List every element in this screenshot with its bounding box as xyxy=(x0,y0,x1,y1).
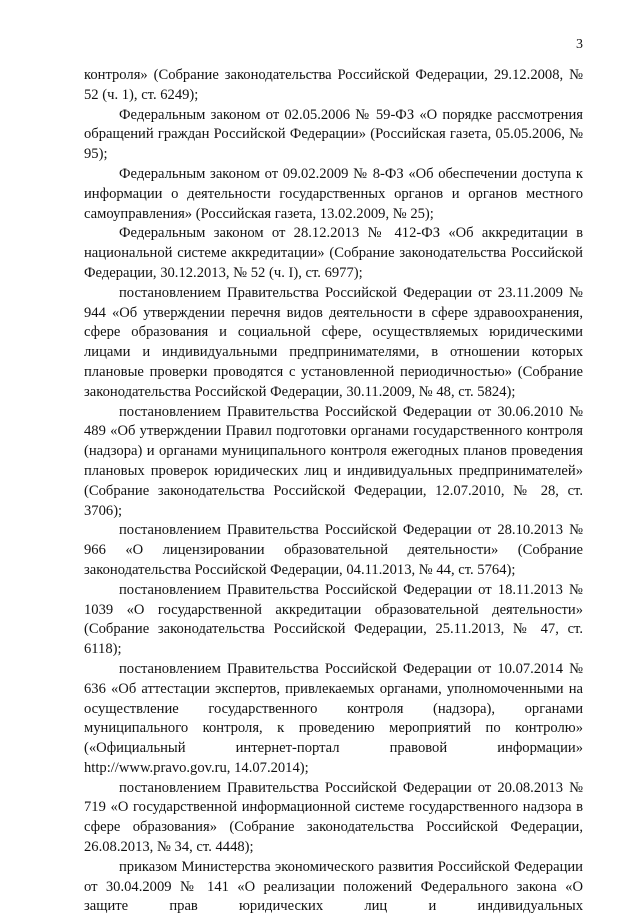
paragraph: Федеральным законом от 28.12.2013 № 412-ФЗ «Об аккредитации в национальной системе аккредитации» (Собрание законодательства Российской Федерации, 30.12.2013, № 52 (ч. I), ст. 6977); xyxy=(84,225,583,281)
page-number: 3 xyxy=(576,37,583,52)
paragraph: постановлением Правительства Российской Федерации от 30.06.2010 № 489 «Об утверждении Правил подготовки органами государственного контроля (надзора) и органами муниципального контроля ежегодных планов проведения плановых проверок юридических лиц и индивидуальных предпринимателей» (Собрание законодательства Российской Федерации, 12.07.2010, № 28, ст. 3706); xyxy=(84,403,583,519)
paragraph: постановлением Правительства Российской Федерации от 28.10.2013 № 966 «О лицензировании образовательной деятельности» (Собрание законодательства Российской Федерации, 04.11.2013, № 44, ст. 5764); xyxy=(84,522,583,578)
paragraph-truncated: приказом Министерства экономического развития Российской Федерации от 30.04.2009 № 141 «О реализации положений Федерального закона «О защите прав юридических лиц и индивидуальных xyxy=(84,858,583,915)
paragraph: Федеральным законом от 02.05.2006 № 59-ФЗ «О порядке рассмотрения обращений граждан Российской Федерации» (Российская газета, 05.05.2006, № 95); xyxy=(84,106,583,163)
paragraph: Федеральным законом от 09.02.2009 № 8-ФЗ «Об обеспечении доступа к информации о деятельности государственных органов и органов местного самоуправления» (Российская газета, 13.02.2009, № 25); xyxy=(84,165,583,222)
paragraph: постановлением Правительства Российской Федерации от 20.08.2013 № 719 «О государственной информационной системе государственного надзора в сфере образования» (Собрание законодательства Российской Федерации, 26.08.2013, № 34, ст. 4448); xyxy=(84,779,583,856)
paragraph: постановлением Правительства Российской Федерации от 10.07.2014 № 636 «Об аттестации экспертов, привлекаемых органами, уполномоченными на осуществление государственного контроля (надзора), органами муниципального контроля, к проведению мероприятий по контролю» («Официальный интернет-портал правовой информации» http://www.pravo.gov.ru, 14.07.2014); xyxy=(84,660,583,776)
paragraph: постановлением Правительства Российской Федерации от 23.11.2009 № 944 «Об утверждении перечня видов деятельности в сфере здравоохранения, сфере образования и социальной сфере, осуществляемых юридическими лицами и индивидуальными предпринимателями, в отношении которых плановые проверки проводятся с установленной периодичностью» (Собрание законодательства Российской Федерации, 30.11.2009, № 48, ст. 5824); xyxy=(84,284,583,400)
document-body xyxy=(84,66,583,917)
paragraph: постановлением Правительства Российской Федерации от 18.11.2013 № 1039 «О государственной аккредитации образовательной деятельности» (Собрание законодательства Российской Федерации, 25.11.2013, № 47, ст. 6118); xyxy=(84,581,583,658)
paragraph-continued: контроля» (Собрание законодательства Российской Федерации, 29.12.2008, № 52 (ч. 1), ст. 6249); xyxy=(84,67,583,103)
